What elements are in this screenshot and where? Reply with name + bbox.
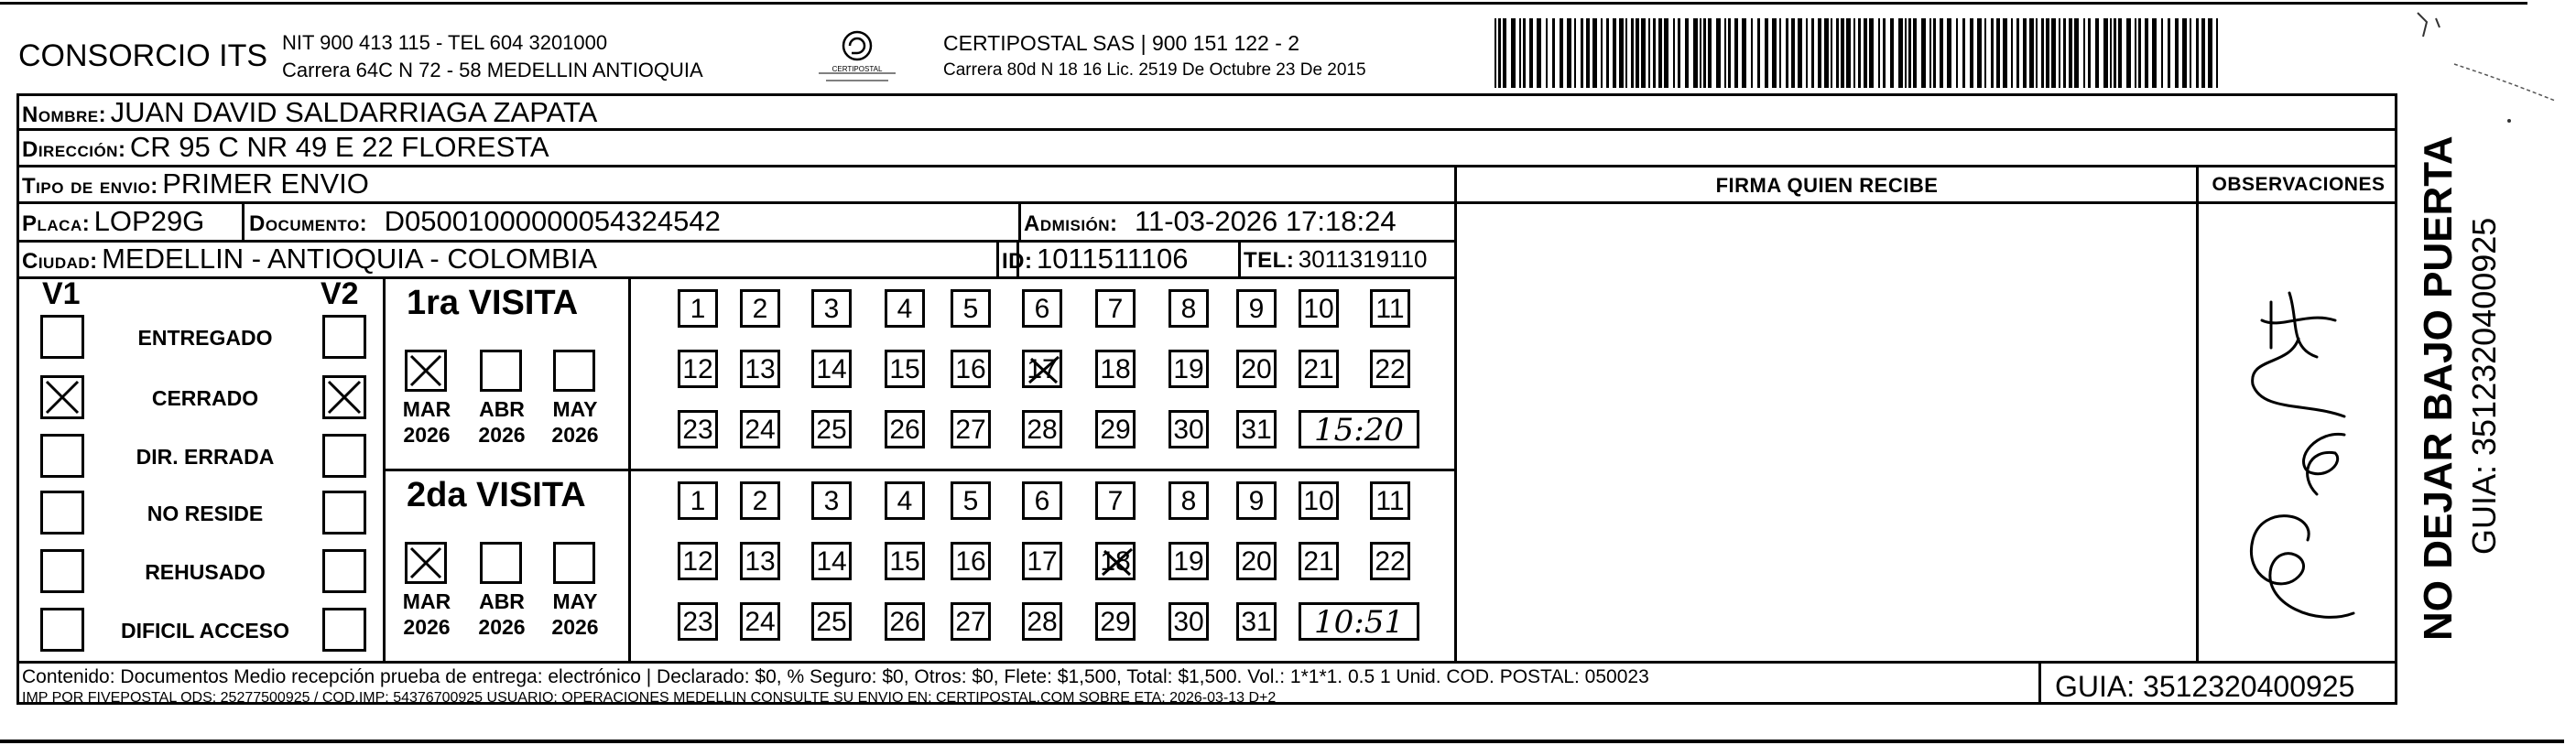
v1-checkbox[interactable] <box>40 491 84 535</box>
barcode-bar <box>1636 18 1639 88</box>
day-cell[interactable]: 29 <box>1095 602 1136 641</box>
document-label: Documento: <box>249 211 368 236</box>
recipient-name: JUAN DAVID SALDARRIAGA ZAPATA <box>110 96 598 128</box>
barcode-bar <box>1991 18 1994 88</box>
day-cell[interactable]: 20 <box>1236 542 1277 580</box>
barcode-bar <box>1846 18 1851 88</box>
barcode-bar <box>1921 18 1926 88</box>
day-cell[interactable]: 14 <box>811 542 852 580</box>
barcode-bar <box>2016 18 2019 88</box>
year-label: 2026 <box>478 615 526 639</box>
day-cell[interactable]: 23 <box>678 410 718 448</box>
day-cell[interactable]: 16 <box>951 350 991 388</box>
barcode-bar <box>1841 18 1844 88</box>
barcode-bar <box>1606 18 1609 88</box>
visit-title: 1ra VISITA <box>407 284 579 322</box>
barcode-bar <box>2168 18 2170 88</box>
day-cell[interactable]: 19 <box>1168 350 1209 388</box>
barcode-bar <box>1625 18 1627 88</box>
barcode-bar <box>1878 18 1880 88</box>
day-cell[interactable]: 15 <box>885 542 925 580</box>
company-info-line1: NIT 900 413 115 - TEL 604 3201000 <box>282 31 608 54</box>
day-cell[interactable]: 28 <box>1022 602 1062 641</box>
v2-checkbox[interactable] <box>322 549 366 593</box>
carrier-logo-icon <box>813 27 901 84</box>
month-checkbox[interactable] <box>405 350 447 392</box>
barcode-bar <box>1962 18 1965 88</box>
side-warning: NO DEJAR BAJO PUERTA <box>2416 135 2461 641</box>
admission-value: 11-03-2026 17:18:24 <box>1135 205 1397 237</box>
day-cell[interactable]: 8 <box>1168 481 1209 520</box>
barcode-bar <box>1898 18 1903 88</box>
barcode-bar <box>2051 18 2056 88</box>
year-label: 2026 <box>478 423 526 447</box>
check-x-icon <box>43 378 82 416</box>
v2-checkbox[interactable] <box>322 608 366 652</box>
barcode-bar <box>1913 18 1917 88</box>
day-cell[interactable]: 16 <box>951 542 991 580</box>
status-option-label: DIFICIL ACCESO <box>120 619 289 643</box>
barcode-bar <box>1529 18 1533 88</box>
tel-value: 3011319110 <box>1298 245 1428 273</box>
barcode-bar <box>1890 18 1894 88</box>
barcode-bar <box>2074 18 2079 88</box>
barcode-bar <box>1703 18 1706 88</box>
barcode-bar <box>1685 18 1689 88</box>
recipient-address: CR 95 C NR 49 E 22 FLORESTA <box>129 131 549 163</box>
company-name: CONSORCIO ITS <box>18 38 268 73</box>
day-cell[interactable]: 21 <box>1299 350 1339 388</box>
day-cell[interactable]: 6 <box>1022 481 1062 520</box>
check-x-icon <box>325 378 364 416</box>
barcode-bar <box>1742 18 1746 88</box>
day-cell[interactable]: 28 <box>1022 410 1062 448</box>
day-cell[interactable]: 22 <box>1370 350 1410 388</box>
month-checkbox[interactable] <box>480 350 522 392</box>
day-mark <box>1024 351 1064 393</box>
v2-checkbox[interactable] <box>322 375 366 419</box>
barcode-bar <box>1751 18 1753 88</box>
barcode-bar <box>1956 18 1958 88</box>
barcode-bar <box>2190 18 2191 88</box>
barcode-bar <box>1757 18 1760 88</box>
day-cell[interactable]: 24 <box>740 410 780 448</box>
barcode-bar <box>2175 18 2179 88</box>
day-cell[interactable]: 7 <box>1095 289 1136 328</box>
barcode-bar <box>2069 18 2072 88</box>
barcode-bar <box>2135 18 2136 88</box>
day-cell[interactable]: 5 <box>951 289 991 328</box>
barcode-bar <box>1495 18 1496 88</box>
day-cell[interactable]: 9 <box>1236 289 1277 328</box>
plate-cell <box>22 205 204 243</box>
day-cell[interactable]: 6 <box>1022 289 1062 328</box>
day-cell[interactable]: 27 <box>951 410 991 448</box>
barcode-bar <box>1613 18 1616 88</box>
barcode-bar <box>2059 18 2060 88</box>
barcode-bar <box>1546 18 1548 88</box>
v2-checkbox[interactable] <box>322 315 366 359</box>
day-cell[interactable]: 11 <box>1370 481 1410 520</box>
barcode-bar <box>1648 18 1650 88</box>
barcode-bar <box>1984 18 1986 88</box>
barcode-bar <box>2114 18 2116 88</box>
day-cell[interactable]: 31 <box>1236 410 1277 448</box>
day-cell[interactable]: 25 <box>811 410 852 448</box>
handwritten-time: 10:51 <box>1299 602 1419 641</box>
day-cell[interactable]: 17 <box>1022 542 1062 580</box>
carrier-line1: CERTIPOSTAL SAS | 900 151 122 - 2 <box>943 31 1300 55</box>
day-cell[interactable]: 20 <box>1236 350 1277 388</box>
barcode-bar <box>1908 18 1911 88</box>
day-cell[interactable]: 18 <box>1095 542 1136 580</box>
day-cell[interactable]: 4 <box>885 481 925 520</box>
barcode-bar <box>1791 18 1795 88</box>
document-value: D05001000000054324542 <box>384 205 721 237</box>
day-cell[interactable]: 18 <box>1095 350 1136 388</box>
day-cell[interactable]: 17 <box>1022 350 1062 388</box>
year-label: 2026 <box>403 615 451 639</box>
v2-label: V2 <box>321 276 359 311</box>
day-cell[interactable]: 1 <box>678 481 718 520</box>
day-cell[interactable]: 30 <box>1168 410 1209 448</box>
barcode-bar <box>1798 18 1802 88</box>
barcode-bar <box>2196 18 2199 88</box>
barcode-bar <box>1724 18 1726 88</box>
day-cell[interactable]: 14 <box>811 350 852 388</box>
barcode-bar <box>1693 18 1698 88</box>
day-cell[interactable]: 31 <box>1236 602 1277 641</box>
id-value: 1011511106 <box>1036 243 1189 275</box>
month-label: MAY <box>552 397 598 421</box>
day-cell[interactable]: 10 <box>1299 289 1339 328</box>
barcode <box>1495 18 2227 88</box>
month-label: MAY <box>552 589 598 613</box>
shipment-type: PRIMER ENVIO <box>162 167 369 200</box>
barcode-bar <box>1728 18 1731 88</box>
carrier-logo <box>813 27 901 84</box>
day-cell[interactable]: 24 <box>740 602 780 641</box>
admission-label: Admisión: <box>1024 211 1118 236</box>
barcode-bar <box>1664 18 1668 88</box>
barcode-bar <box>2011 18 2013 88</box>
content-line: Contenido: Documentos Medio recepción prueba de entrega: electrónico | Declarado: $0, % Seguro: $0, Otros: $0, Flete: $1,500, Total: $1,500. Vol.: 1*1*1. 0.5 1 Unid. COD. POSTAL: 050023 <box>22 666 1649 687</box>
barcode-bar <box>2152 18 2157 88</box>
barcode-bar <box>2161 18 2163 88</box>
day-cell[interactable]: 13 <box>740 350 780 388</box>
city-cell <box>22 243 597 280</box>
barcode-bar <box>2103 18 2108 88</box>
day-cell[interactable]: 1 <box>678 289 718 328</box>
barcode-bar <box>1641 18 1646 88</box>
day-cell[interactable]: 3 <box>811 289 852 328</box>
handwritten-x-icon <box>1097 544 1137 580</box>
barcode-bar <box>1678 18 1680 88</box>
day-cell[interactable]: 26 <box>885 410 925 448</box>
barcode-bar <box>2118 18 2122 88</box>
barcode-bar <box>1581 18 1583 88</box>
day-cell[interactable]: 22 <box>1370 542 1410 580</box>
v2-checkbox[interactable] <box>322 434 366 478</box>
day-cell[interactable]: 15 <box>885 350 925 388</box>
address-label: Dirección: <box>22 137 126 162</box>
barcode-bar <box>1864 18 1867 88</box>
barcode-bar <box>1818 18 1821 88</box>
day-cell[interactable]: 21 <box>1299 542 1339 580</box>
admission-cell <box>1024 205 1397 243</box>
barcode-bar <box>1601 18 1603 88</box>
barcode-bar <box>2088 18 2091 88</box>
day-cell[interactable]: 29 <box>1095 410 1136 448</box>
day-cell[interactable]: 4 <box>885 289 925 328</box>
day-cell[interactable]: 5 <box>951 481 991 520</box>
barcode-bar <box>2095 18 2099 88</box>
plate-value: LOP29G <box>93 205 205 237</box>
barcode-bar <box>1786 18 1788 88</box>
barcode-bar <box>1905 18 1907 88</box>
barcode-bar <box>1831 18 1832 88</box>
barcode-bar <box>1765 18 1768 88</box>
month-label: ABR <box>479 589 525 613</box>
day-cell[interactable]: 2 <box>740 289 780 328</box>
v2-checkbox[interactable] <box>322 491 366 535</box>
day-cell[interactable]: 30 <box>1168 602 1209 641</box>
check-x-icon <box>408 545 444 581</box>
year-label: 2026 <box>551 423 599 447</box>
barcode-bar <box>2063 18 2066 88</box>
top-border <box>0 2 2527 5</box>
status-option-label: DIR. ERRADA <box>136 445 275 469</box>
barcode-bar <box>1658 18 1662 88</box>
barcode-bar <box>2046 18 2049 88</box>
observations-header: OBSERVACIONES <box>2212 174 2386 195</box>
month-label: MAR <box>402 397 451 421</box>
carrier-logo-text: CERTIPOSTAL <box>831 65 883 73</box>
barcode-bar <box>1883 18 1886 88</box>
barcode-bar <box>1977 18 1982 88</box>
year-label: 2026 <box>403 423 451 447</box>
barcode-bar <box>1811 18 1814 88</box>
barcode-bar <box>1503 18 1506 88</box>
day-cell[interactable]: 19 <box>1168 542 1209 580</box>
barcode-bar <box>1940 18 1943 88</box>
month-checkbox[interactable] <box>553 350 595 392</box>
status-option-label: NO RESIDE <box>147 502 264 525</box>
barcode-bar <box>1779 18 1781 88</box>
barcode-bar <box>1772 18 1777 88</box>
scan-marks <box>2399 0 2573 128</box>
barcode-bar <box>1947 18 1951 88</box>
day-mark <box>1097 544 1137 585</box>
day-cell[interactable]: 8 <box>1168 289 1209 328</box>
day-cell[interactable]: 10 <box>1299 481 1339 520</box>
day-cell[interactable]: 25 <box>811 602 852 641</box>
v1-checkbox[interactable] <box>40 375 84 419</box>
barcode-bar <box>1673 18 1675 88</box>
barcode-bar <box>1996 18 2000 88</box>
barcode-bar <box>1586 18 1590 88</box>
day-cell[interactable]: 11 <box>1370 289 1410 328</box>
day-cell[interactable]: 9 <box>1236 481 1277 520</box>
barcode-bar <box>2182 18 2187 88</box>
shipment-type-row <box>22 168 369 205</box>
barcode-bar <box>2216 18 2218 88</box>
barcode-bar <box>2138 18 2141 88</box>
month-label: MAR <box>402 589 451 613</box>
barcode-bar <box>1519 18 1521 88</box>
status-option-label: REHUSADO <box>145 560 266 584</box>
day-cell[interactable]: 2 <box>740 481 780 520</box>
month-checkbox[interactable] <box>480 542 522 584</box>
id-label: ID: <box>1002 249 1033 274</box>
day-cell[interactable]: 26 <box>885 602 925 641</box>
v1-checkbox[interactable] <box>40 315 84 359</box>
visit-title: 2da VISITA <box>407 476 586 514</box>
v1-checkbox[interactable] <box>40 434 84 478</box>
barcode-bar <box>1552 18 1555 88</box>
day-cell[interactable]: 13 <box>740 542 780 580</box>
barcode-bar <box>2126 18 2131 88</box>
check-x-icon <box>408 352 444 389</box>
barcode-bar <box>1929 18 1931 88</box>
barcode-bar <box>2208 18 2212 88</box>
day-cell[interactable]: 3 <box>811 481 852 520</box>
shipment-type-label: Tipo de envio: <box>22 174 158 199</box>
carrier-line2: Carrera 80d N 18 16 Lic. 2519 De Octubre 23 De 2015 <box>943 60 1366 80</box>
barcode-bar <box>1708 18 1712 88</box>
tel-cell <box>1244 243 1428 279</box>
day-cell[interactable]: 7 <box>1095 481 1136 520</box>
v1-checkbox[interactable] <box>40 549 84 593</box>
barcode-bar <box>2083 18 2085 88</box>
status-option-label: CERRADO <box>151 386 259 410</box>
barcode-bar <box>2110 18 2112 88</box>
barcode-bar <box>1567 18 1571 88</box>
plate-label: Placa: <box>22 211 91 236</box>
footer-guia: GUIA: 3512320400925 <box>2055 670 2355 703</box>
barcode-bar <box>1933 18 1936 88</box>
barcode-bar <box>1574 18 1576 88</box>
barcode-bar <box>1511 18 1516 88</box>
city-label: Ciudad: <box>22 249 98 274</box>
name-label: Nombre: <box>22 103 107 127</box>
v1-checkbox[interactable] <box>40 608 84 652</box>
address-row <box>22 132 549 168</box>
year-label: 2026 <box>551 615 599 639</box>
side-guia: GUIA: 3512320400925 <box>2465 217 2503 555</box>
barcode-bar <box>1560 18 1563 88</box>
barcode-bar <box>2036 18 2038 88</box>
day-cell[interactable]: 12 <box>678 350 718 388</box>
city-value: MEDELLIN - ANTIOQUIA - COLOMBIA <box>102 243 597 275</box>
barcode-bar <box>1734 18 1738 88</box>
barcode-bar <box>1806 18 1808 88</box>
barcode-bar <box>2201 18 2205 88</box>
id-cell <box>1002 243 1188 280</box>
barcode-bar <box>1523 18 1526 88</box>
month-checkbox[interactable] <box>553 542 595 584</box>
document-cell <box>249 205 721 243</box>
bottom-border <box>0 740 2564 743</box>
barcode-bar <box>2029 18 2034 88</box>
barcode-bar <box>1858 18 1861 88</box>
day-cell[interactable]: 27 <box>951 602 991 641</box>
company-info-line2: Carrera 64C N 72 - 58 MEDELLIN ANTIOQUIA <box>282 59 703 81</box>
barcode-bar <box>1631 18 1634 88</box>
barcode-bar <box>1716 18 1721 88</box>
status-option-label: ENTREGADO <box>137 326 273 350</box>
month-label: ABR <box>479 397 525 421</box>
barcode-bar <box>1970 18 1973 88</box>
handwritten-signature <box>2207 265 2372 650</box>
barcode-bar <box>1498 18 1501 88</box>
barcode-bar <box>1537 18 1541 88</box>
barcode-bar <box>1592 18 1597 88</box>
imp-line: IMP POR FIVEPOSTAL ODS: 25277500925 / COD.IMP: 54376700925 USUARIO: OPERACIONES MEDELLIN CONSULTE SU ENVIO EN: CERTIPOSTAL.COM SOBRE ETA: 2026-03-13 D+2 <box>22 690 1277 706</box>
day-cell[interactable]: 12 <box>678 542 718 580</box>
barcode-bar <box>1824 18 1829 88</box>
recipient-name-row <box>22 97 597 134</box>
barcode-bar <box>1869 18 1874 88</box>
barcode-bar <box>2145 18 2148 88</box>
barcode-bar <box>1836 18 1839 88</box>
tel-label: TEL: <box>1244 248 1295 273</box>
barcode-bar <box>1700 18 1701 88</box>
handwritten-time: 15:20 <box>1299 410 1419 448</box>
barcode-bar <box>1853 18 1855 88</box>
day-cell[interactable]: 23 <box>678 602 718 641</box>
barcode-bar <box>2023 18 2027 88</box>
barcode-bar <box>2041 18 2044 88</box>
barcode-bar <box>1653 18 1656 88</box>
barcode-bar <box>2003 18 2007 88</box>
month-checkbox[interactable] <box>405 542 447 584</box>
barcode-bar <box>1619 18 1624 88</box>
signature-header: FIRMA QUIEN RECIBE <box>1715 174 1939 197</box>
v1-label: V1 <box>42 276 81 311</box>
handwritten-x-icon <box>1024 351 1064 388</box>
